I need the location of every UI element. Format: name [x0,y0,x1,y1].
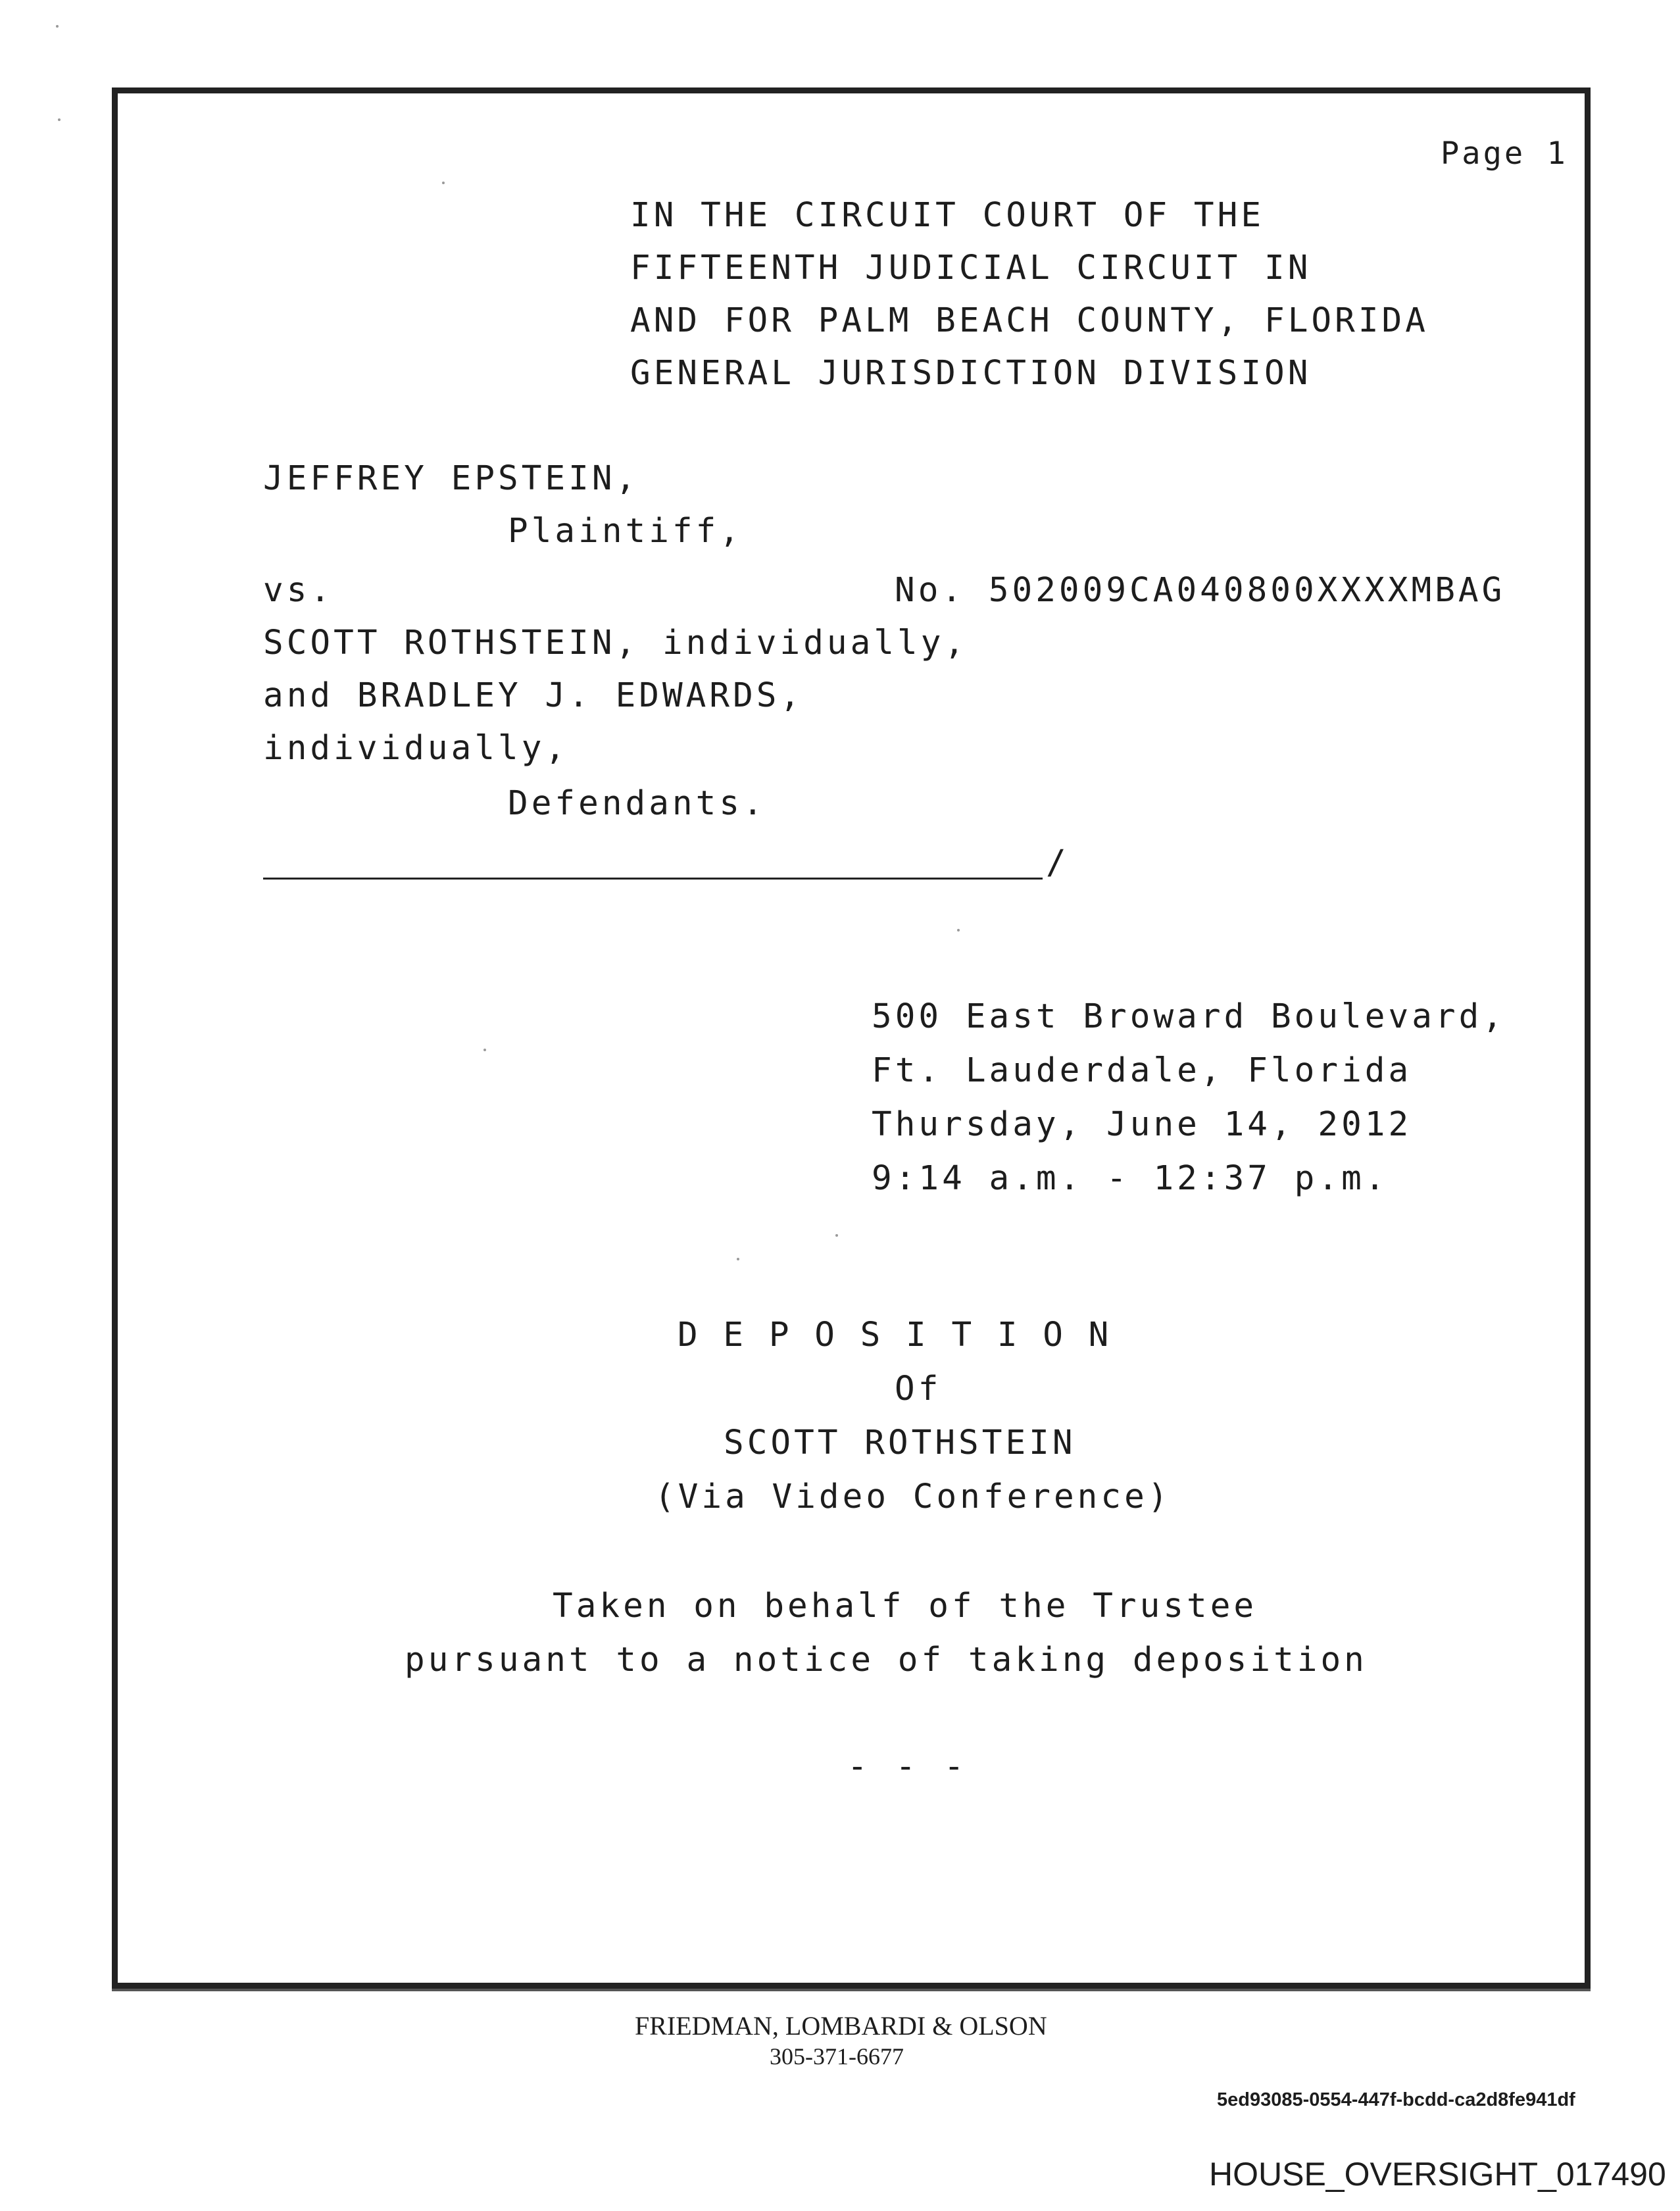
city-line: Ft. Lauderdale, Florida [872,1051,1412,1090]
video-conference-note: (Via Video Conference) [655,1478,1172,1516]
caption-slash: / [1046,843,1066,882]
scan-speck [957,929,960,932]
address-line: 500 East Broward Boulevard, [872,997,1506,1036]
deposition-heading: D E P O S I T I O N [678,1316,1112,1354]
defendant-line-2: and BRADLEY J. EDWARDS, [263,676,804,715]
bates-number: HOUSE_OVERSIGHT_017490 [1209,2156,1666,2193]
deponent-name: SCOTT ROTHSTEIN [724,1424,1076,1462]
defendant-line-3: individually, [263,729,569,768]
versus-label: vs. [263,571,334,610]
plaintiff-role: Plaintiff, [508,512,743,551]
defendant-role: Defendants. [508,784,766,823]
taken-line-1: Taken on behalf of the Trustee [553,1587,1258,1626]
taken-line-2: pursuant to a notice of taking deposition [405,1641,1368,1679]
document-hash: 5ed93085-0554-447f-bcdd-ca2d8fe941df [1217,2089,1575,2110]
scan-speck [737,1258,739,1260]
reporter-phone: 305-371-6677 [770,2043,904,2070]
scan-speck [442,182,445,184]
court-line-4: GENERAL JURISDICTION DIVISION [630,354,1312,393]
plaintiff-name: JEFFREY EPSTEIN, [263,459,639,498]
defendant-line-1: SCOTT ROTHSTEIN, individually, [263,624,968,662]
reporter-name: FRIEDMAN, LOMBARDI & OLSON [635,2011,1047,2041]
page-number: Page 1 [1441,136,1568,172]
scan-speck [483,1049,486,1051]
date-line: Thursday, June 14, 2012 [872,1105,1412,1144]
court-line-2: FIFTEENTH JUDICIAL CIRCUIT IN [630,249,1312,287]
case-number: No. 502009CA040800XXXXMBAG [895,571,1506,610]
scan-speck [58,118,61,121]
court-line-3: AND FOR PALM BEACH COUNTY, FLORIDA [630,301,1429,340]
caption-rule [263,878,1043,880]
court-line-1: IN THE CIRCUIT COURT OF THE [630,196,1265,235]
time-line: 9:14 a.m. - 12:37 p.m. [872,1159,1389,1198]
separator-dashes: - - - [847,1747,968,1786]
scan-speck [56,25,59,28]
scan-speck [835,1234,838,1237]
of-label: Of [895,1370,942,1408]
